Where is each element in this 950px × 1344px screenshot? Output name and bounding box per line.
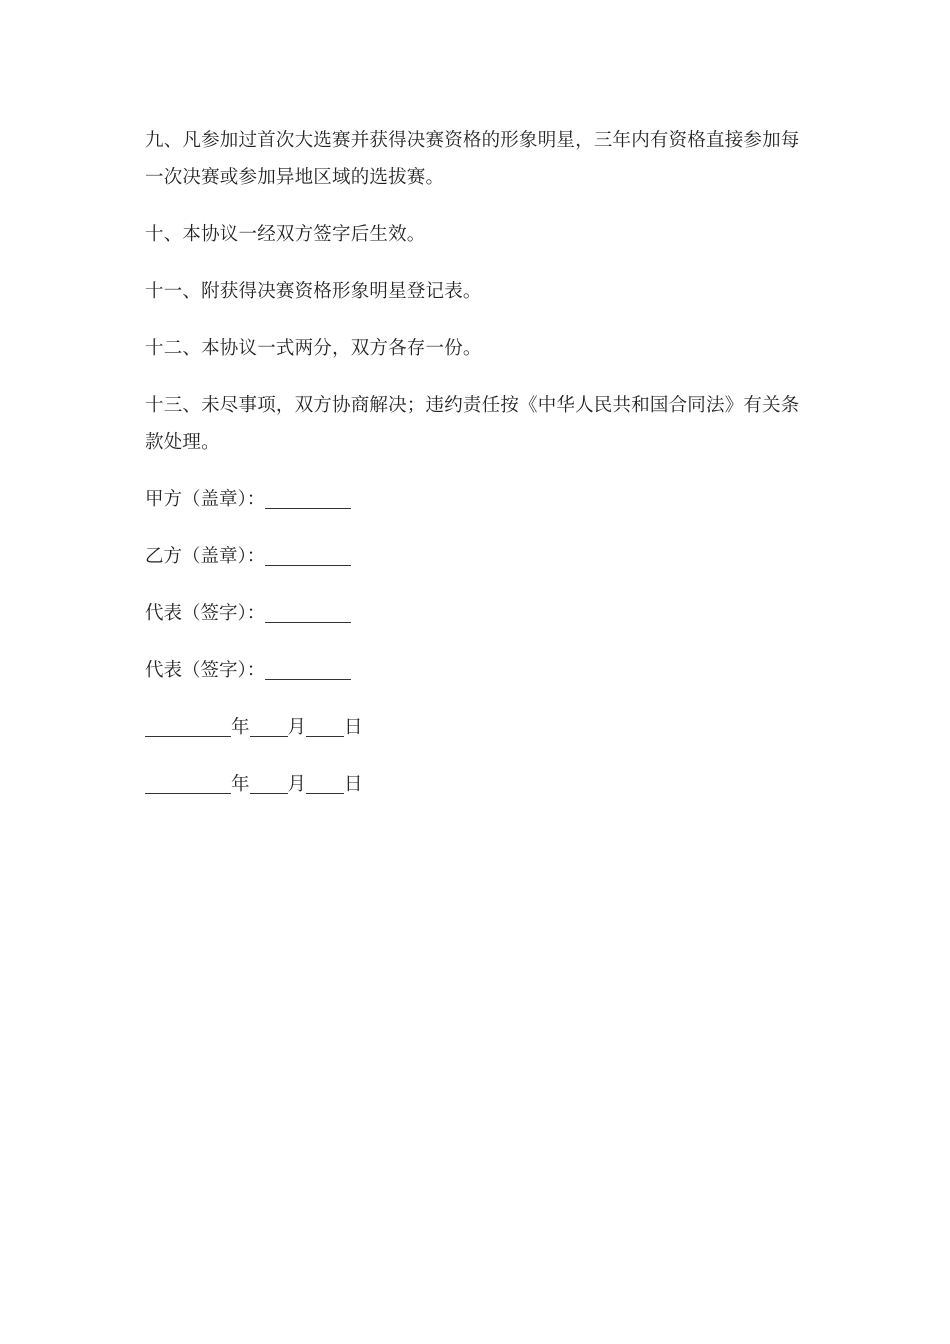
date-day-label-1: 日	[344, 717, 363, 738]
date-year-label-1: 年	[231, 717, 250, 738]
date-day-blank-2[interactable]	[306, 771, 344, 794]
representative-signature-blank-1[interactable]	[265, 600, 351, 623]
date-year-label-2: 年	[231, 774, 250, 795]
party-b-seal-line	[145, 538, 805, 575]
clause-11: 十一、附获得决赛资格形象明星登记表。	[145, 281, 482, 302]
date-day-blank-1[interactable]	[306, 714, 344, 737]
representative-signature-label-1: 代表（签字）：	[145, 603, 266, 624]
clause-12: 十二、本协议一式两分，双方各存一份。	[145, 338, 482, 359]
date-day-label-2: 日	[344, 774, 363, 795]
party-a-seal-label: 甲方（盖章）：	[145, 489, 266, 510]
clause-13: 十三、未尽事项，双方协商解决；违约责任按《中华人民共和国合同法》有关条款处理。	[145, 395, 800, 453]
date-line-2	[145, 766, 805, 803]
date-month-blank-2[interactable]	[250, 771, 288, 794]
document-body	[145, 122, 805, 823]
date-year-blank-1[interactable]	[145, 714, 231, 737]
date-month-label-1: 月	[287, 717, 307, 738]
date-month-blank-1[interactable]	[250, 714, 288, 737]
representative-signature-blank-2[interactable]	[265, 657, 351, 680]
party-b-seal-blank[interactable]	[265, 543, 351, 566]
representative-signature-line-1	[145, 595, 805, 632]
date-line-1	[145, 709, 805, 746]
party-a-seal-line	[145, 481, 805, 518]
representative-signature-line-2	[145, 652, 805, 689]
party-b-seal-label: 乙方（盖章）：	[145, 546, 266, 567]
party-a-seal-blank[interactable]	[265, 486, 351, 509]
date-month-label-2: 月	[287, 774, 307, 795]
clause-9: 九、凡参加过首次大选赛并获得决赛资格的形象明星，三年内有资格直接参加每一次决赛或参加异地区域的选拔赛。	[145, 130, 800, 188]
clause-10: 十、本协议一经双方签字后生效。	[145, 224, 426, 245]
representative-signature-label-2: 代表（签字）：	[145, 660, 266, 681]
date-year-blank-2[interactable]	[145, 771, 231, 794]
